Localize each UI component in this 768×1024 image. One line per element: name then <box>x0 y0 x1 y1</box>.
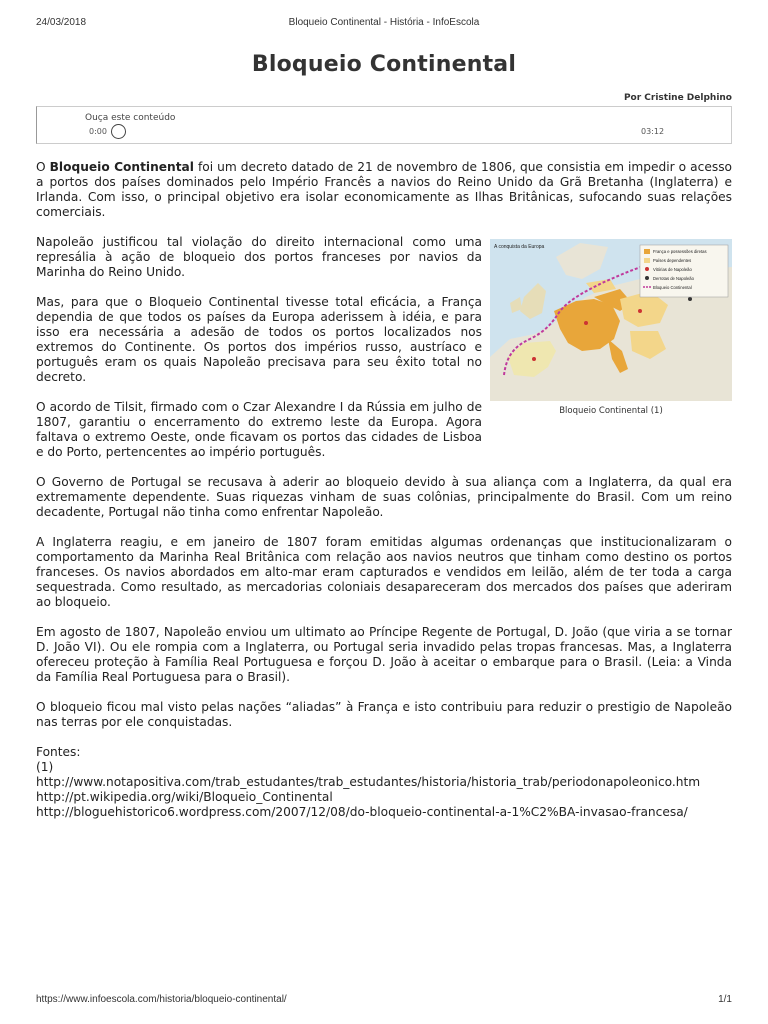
europe-map-image <box>490 239 732 401</box>
page-title: Bloqueio Continental <box>251 52 517 77</box>
intro-paragraph: O Bloqueio Continental foi um decreto datado de 21 de novembro de 1806, que consistia em impedir o acesso a portos dos países dominados pelo Império Francês a navios do Reino Unido da Grã Bretanha (Inglaterra) e Irlanda. Com isso, o principal objetivo era isolar economicamente as Ilhas Britânicas, sufocando suas relações comerciais. <box>36 160 732 219</box>
float-section <box>36 235 732 460</box>
audio-player <box>36 106 732 144</box>
map-figure <box>490 239 732 416</box>
source-link[interactable]: http://pt.wikipedia.org/wiki/Bloqueio_Continental <box>36 790 333 804</box>
author-byline: Por Cristine Delphino <box>623 93 732 103</box>
print-date: 24/03/2018 <box>36 17 87 28</box>
audio-label: Ouça este conteúdo <box>85 113 176 123</box>
sources <box>36 745 732 820</box>
map-legend-item: Vitórias de Napoleão <box>653 267 692 272</box>
intro-bold-term: Bloqueio Continental <box>49 160 194 174</box>
paragraph: O acordo de Tilsit, firmado com o Czar Alexandre I da Rússia em julho de 1807, garantiu o encerramento do extremo leste da Europa. Agora faltava o extremo Oeste, onde ficavam os portos das cidades de Lisboa e do Porto, pertencentes ao império português. <box>36 400 482 459</box>
map-legend-item: Países dependentes <box>653 258 692 263</box>
print-url: https://www.infoescola.com/historia/bloqueio-continental/ <box>36 994 287 1005</box>
figure-caption: Bloqueio Continental (1) <box>559 406 663 416</box>
sources-label: Fontes: <box>36 745 81 759</box>
paragraph: O Governo de Portugal se recusava à aderir ao bloqueio devido à sua aliança com a Inglaterra, da qual era extremamente dependente. Suas riquezas vinham de suas colônias, principalmente do Brasil. Com um reino decadente, Portugal não tinha como enfrentar Napoleão. <box>36 475 732 519</box>
print-header <box>0 17 768 31</box>
map-legend-item: Bloqueio Continental <box>653 285 692 290</box>
paragraph: Napoleão justificou tal violação do direito internacional como uma represália à ação de bloqueio dos portos franceses por navios da Marinha do Reino Unido. <box>36 235 482 279</box>
paragraph: Mas, para que o Bloqueio Continental tivesse total eficácia, a França dependia de que todos os países da Europa aderissem à idéia, e para isso era necessária a adesão de todos os portos localizados nos extremos do Continente. Os portos dos impérios russo, austríaco e português eram os quais Napoleão precisava para seu êxito total no decreto. <box>36 295 482 384</box>
article <box>36 48 732 820</box>
source-link[interactable]: http://www.notapositiva.com/trab_estudantes/trab_estudantes/historia/historia_trab/periodonapoleonico.htm <box>36 775 701 789</box>
source-link[interactable]: http://bloguehistorico6.wordpress.com/2007/12/08/do-bloqueio-continental-a-1%C2%BA-invasao-francesa/ <box>36 805 688 819</box>
audio-current-time: 0:00 <box>89 127 107 136</box>
paragraph: A Inglaterra reagiu, e em janeiro de 1807 foram emitidas algumas ordenanças que institucionalizaram o comportamento da Marinha Real Britânica com relação aos navios neutros que tinham como destino os portos franceses. Os navios abordados em alto-mar eram capturados e vendidos em leilão, além de ter toda a carga sequestrada. Como resultado, as mercadorias coloniais desapareceram dos mercados dos países que aderiram ao bloqueio. <box>36 535 732 609</box>
paragraph: O bloqueio ficou mal visto pelas nações “aliadas” à França e isto contribuiu para reduzir o prestigio de Napoleão nas terras por ele conquistadas. <box>36 700 732 729</box>
audio-seek-handle[interactable] <box>111 124 126 139</box>
map-legend-item: França e possessões diretas <box>653 249 707 254</box>
map-legend-item: Derrotas de Napoleão <box>653 276 694 281</box>
map-title: A conquista da Europa <box>494 244 545 250</box>
print-page-number: 1/1 <box>718 994 732 1005</box>
print-footer <box>0 994 768 1008</box>
audio-duration: 03:12 <box>641 127 665 136</box>
paragraph: Em agosto de 1807, Napoleão enviou um ultimato ao Príncipe Regente de Portugal, D. João (que viria a se tornar D. João VI). Ou ele rompia com a Inglaterra, ou Portugal seria invadido pelas tropas francesas. Mas, a Inglaterra ofereceu proteção à Família Real Portuguesa e forçou D. João à aceitar o embarque para o Brasil. (Leia: a Vinda da Família Real Portuguesa para o Brasil). <box>36 625 732 684</box>
print-page-title: Bloqueio Continental - História - InfoEscola <box>288 17 480 28</box>
source-ref: (1) <box>36 760 54 774</box>
